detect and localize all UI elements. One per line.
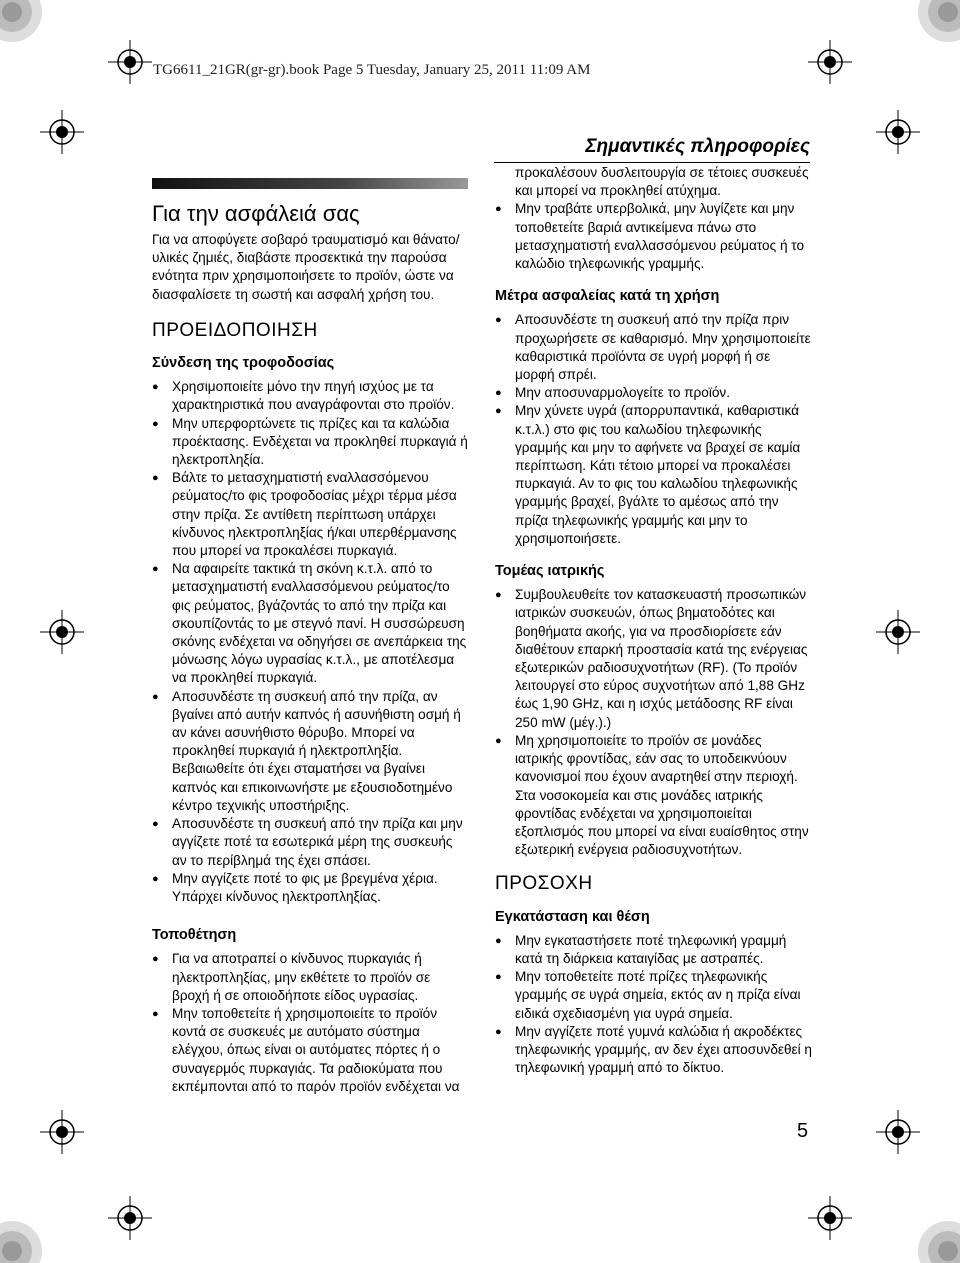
list-item: ● Μην εγκαταστήσετε ποτέ τηλεφωνική γραμμή κατά τη διάρκεια καταιγίδας με αστραπές. bbox=[495, 932, 813, 968]
running-header: TG6611_21GR(gr-gr).book Page 5 Tuesday, January 25, 2011 11:09 AM bbox=[153, 62, 591, 78]
usage-list bbox=[495, 311, 813, 548]
left-column bbox=[152, 170, 468, 1096]
print-disc-icon bbox=[0, 1213, 50, 1263]
registration-mark-icon bbox=[40, 1110, 84, 1154]
list-item: ● Μην αποσυναρμολογείτε το προϊόν. bbox=[495, 384, 813, 402]
list-item: ● Μην αγγίζετε ποτέ το φις με βρεγμένα χέρια. Υπάρχει κίνδυνος ηλεκτροπληξίας. bbox=[152, 870, 468, 906]
medical-list bbox=[495, 586, 813, 859]
medical-heading: Τομέας ιατρικής bbox=[495, 563, 605, 580]
list-item: ● Αποσυνδέστε τη συσκευή από την πρίζα, αν βγαίνει από αυτήν καπνός ή ασυνήθιστη οσμή ή αν κάνει ασυνήθιστο θόρυβο. Μπορεί να προκληθεί πυρκαγιά ή ηλεκτροπληξία. Βεβαιωθείτε ότι έχει σταματήσει να βγαίνει καπνός και επικοινωνήστε με εξουσιοδοτημένο κέντρο τεχνικής υποστήριξης. bbox=[152, 688, 468, 815]
registration-mark-icon bbox=[40, 110, 84, 154]
registration-mark-icon bbox=[808, 1196, 852, 1240]
section-rule bbox=[494, 162, 810, 163]
caution-heading: ΠΡΟΣΟΧΗ bbox=[495, 873, 593, 895]
list-item: ● Βάλτε το μετασχηματιστή εναλλασσόμενου ρεύματος/το φις τροφοδοσίας μέχρι τέρμα μέσα στην πρίζα. Σε αντίθετη περίπτωση υπάρχει κίνδυνος ηλεκτροπληξίας ή/και υπερθέρμανσης που μπορεί να προκαλέσει πυρκαγιά. bbox=[152, 469, 468, 560]
power-list bbox=[152, 378, 468, 906]
list-item: ● Χρησιμοποιείτε μόνο την πηγή ισχύος με τα χαρακτηριστικά που αναγράφονται στο προϊόν. bbox=[152, 378, 468, 414]
continued-list bbox=[495, 164, 813, 273]
registration-mark-icon bbox=[876, 110, 920, 154]
title-bar bbox=[152, 178, 468, 189]
registration-mark-icon bbox=[40, 610, 84, 654]
print-disc-icon bbox=[910, 0, 960, 50]
registration-mark-icon bbox=[108, 40, 152, 84]
list-item: ● Μην αγγίζετε ποτέ γυμνά καλώδια ή ακροδέκτες τηλεφωνικής γραμμής, αν δεν έχει αποσυνδεθεί η τηλεφωνική γραμμή από το δίκτυο. bbox=[495, 1023, 813, 1078]
warning-heading: ΠΡΟΕΙΔΟΠΟΙΗΣΗ bbox=[152, 319, 318, 341]
registration-mark-icon bbox=[808, 40, 852, 84]
list-item: ● Μην υπερφορτώνετε τις πρίζες και τα καλώδια προέκτασης. Ενδέχεται να προκληθεί πυρκαγιά ή ηλεκτροπληξία. bbox=[152, 415, 468, 470]
list-item: ● Μη χρησιμοποιείτε το προϊόν σε μονάδες ιατρικής φροντίδας, εάν σας το υποδεικνύουν κανονισμοί που έχουν αναρτηθεί στην περιοχή. Στα νοσοκομεία και στις μονάδες ιατρικής φροντίδας ενδέχεται να χρησιμοποιείται εξοπλισμός που μπορεί να είναι ευαίσθητος στην εξωτερική ενέργεια ραδιοσυχνοτήτων. bbox=[495, 732, 813, 859]
page-number: 5 bbox=[797, 1120, 809, 1142]
print-disc-icon bbox=[0, 0, 50, 50]
registration-mark-icon bbox=[108, 1196, 152, 1240]
list-item: ● Αποσυνδέστε τη συσκευή από την πρίζα πριν προχωρήσετε σε καθαρισμό. Μην χρησιμοποιείτε καθαριστικά προϊόντα σε υγρή μορφή ή σε μορφή σπρέι. bbox=[495, 311, 813, 384]
install-list bbox=[495, 932, 813, 1078]
page-title: Για την ασφάλειά σας bbox=[152, 201, 360, 226]
placement-heading: Τοποθέτηση bbox=[152, 927, 237, 944]
list-item: ● Συμβουλευθείτε τον κατασκευαστή προσωπικών ιατρικών συσκευών, όπως βηματοδότες και βοηθήματα ακοής, για να προσδιορίσετε εάν διαθέτουν επαρκή προστασία κατά της ενέργειας εξωτερικών ραδιοσυχνοτήτων (RF). (Το προϊόν λειτουργεί στο εύρος συχνοτήτων από 1,88 GHz έως 1,90 GHz, και η ισχύς μετάδοσης RF είναι 250 mW (μέγ.).) bbox=[495, 586, 813, 732]
registration-mark-icon bbox=[876, 610, 920, 654]
list-item: ● Μην τοποθετείτε ή χρησιμοποιείτε το προϊόν κοντά σε συσκευές με αυτόματο σύστημα ελέγχου, όπως είναι οι αυτόματες πόρτες ή ο συναγερμός πυρκαγιάς. Τα ραδιοκύματα που εκπέμπονται από το παρόν προϊόν ενδέχεται να bbox=[152, 1005, 468, 1096]
list-item: ● Μην χύνετε υγρά (απορρυπαντικά, καθαριστικά κ.τ.λ.) στο φις του καλωδίου τηλεφωνικής γραμμής και μην το αφήνετε να βραχεί σε καμία περίπτωση. Κάτι τέτοιο μπορεί να προκαλέσει πυρκαγιά. Αν το φις του καλωδίου τηλεφωνικής γραμμής βραχεί, βγάλτε το αμέσως από την πρίζα τηλεφωνικής γραμμής και μην το χρησιμοποιήσετε. bbox=[495, 402, 813, 548]
placement-list bbox=[152, 950, 468, 1096]
registration-mark-icon bbox=[876, 1110, 920, 1154]
list-item: ● Αποσυνδέστε τη συσκευή από την πρίζα και μην αγγίζετε ποτέ τα εσωτερικά μέρη της συσκευής αν το περίβλημά της έχει σπάσει. bbox=[152, 815, 468, 870]
right-column bbox=[495, 164, 813, 1077]
continued-text: προκαλέσουν δυσλειτουργία σε τέτοιες συσκευές και μπορεί να προκληθεί ατύχημα. bbox=[515, 165, 809, 199]
print-disc-icon bbox=[910, 1213, 960, 1263]
power-heading: Σύνδεση της τροφοδοσίας bbox=[152, 355, 335, 372]
list-item: ● Για να αποτραπεί ο κίνδυνος πυρκαγιάς ή ηλεκτροπληξίας, μην εκθέτετε το προϊόν σε βροχή ή σε οποιοδήποτε είδος υγρασίας. bbox=[152, 950, 468, 1005]
intro-text: Για να αποφύγετε σοβαρό τραυματισμό και θάνατο/υλικές ζημιές, διαβάστε προσεκτικά την παρούσα ενότητα πριν χρησιμοποιήσετε το προϊόν, ώστε να διασφαλίσετε τη σωστή και ασφαλή χρήση του. bbox=[152, 232, 460, 302]
list-item: ● Μην τοποθετείτε ποτέ πρίζες τηλεφωνικής γραμμής σε υγρά σημεία, εκτός αν η πρίζα είναι ειδικά σχεδιασμένη για υγρά σημεία. bbox=[495, 968, 813, 1023]
usage-heading: Μέτρα ασφαλείας κατά τη χρήση bbox=[495, 288, 720, 305]
install-heading: Εγκατάσταση και θέση bbox=[495, 908, 650, 925]
list-item: ● Μην τραβάτε υπερβολικά, μην λυγίζετε και μην τοποθετείτε βαριά αντικείμενα πάνω στο μετασχηματιστή εναλλασσόμενου ρεύματος ή το καλώδιο τηλεφωνικής γραμμής. bbox=[495, 200, 813, 273]
section-title: Σημαντικές πληροφορίες bbox=[585, 136, 810, 157]
list-item: ● Να αφαιρείτε τακτικά τη σκόνη κ.τ.λ. από το μετασχηματιστή εναλλασσόμενου ρεύματος/το φις ρεύματος, βγάζοντάς το από την πρίζα και σκουπίζοντάς το με στεγνό πανί. Η συσσώρευση σκόνης ενδέχεται να οδηγήσει σε ανεπάρκεια της μόνωσης λόγω υγρασίας κ.τ.λ., με αποτέλεσμα να προκληθεί πυρκαγιά. bbox=[152, 560, 468, 687]
